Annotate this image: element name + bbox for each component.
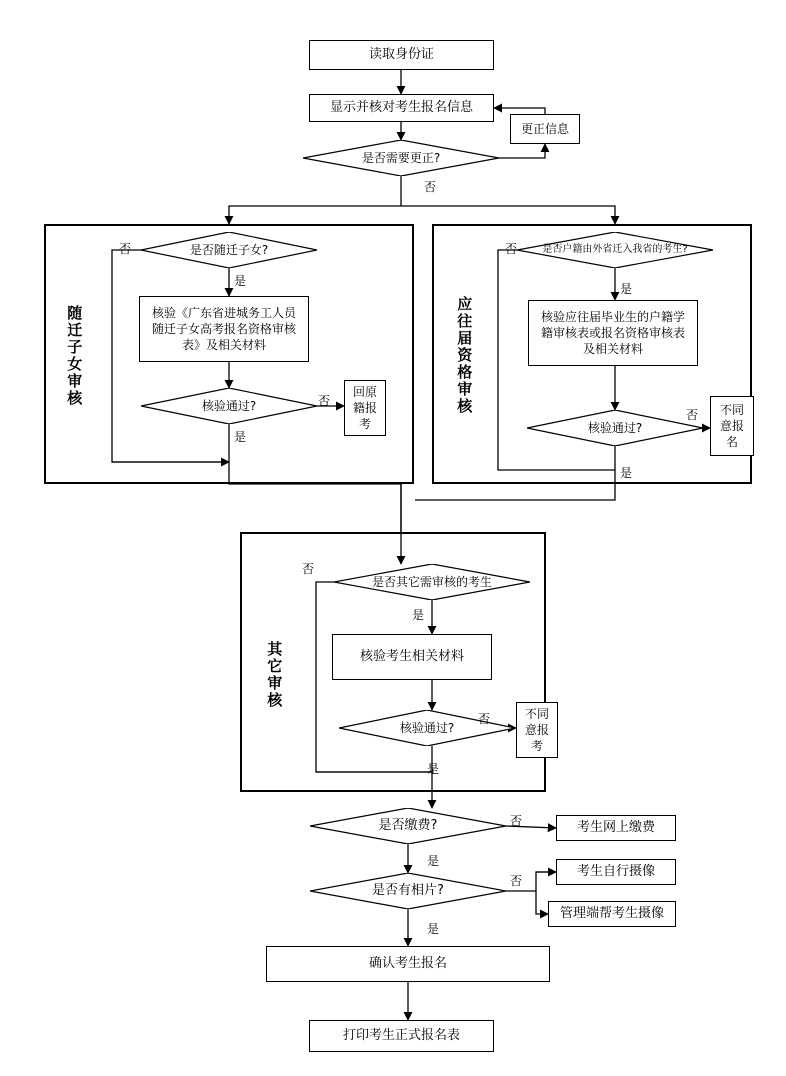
node-return-origin-exam-label: 回原籍报考 [352, 384, 377, 432]
edge-label-correction-no: 否 [424, 180, 437, 194]
node-other-verify-needed[interactable] [334, 564, 530, 600]
node-is-migrant-child[interactable] [141, 232, 317, 268]
edge-label-migrant-pass-yes: 是 [234, 430, 247, 444]
node-is-out-province-migrate-label: 是否户籍由外省迁入我省的考生? [542, 244, 688, 255]
node-admin-photo-label: 管理端帮考生摄像 [559, 906, 664, 922]
node-display-verify-info[interactable] [309, 94, 494, 122]
node-verify-graduate-docs[interactable] [528, 300, 698, 366]
node-disagree-register-1[interactable] [710, 396, 754, 456]
edge-label-province-no: 否 [505, 242, 518, 256]
node-print-form-label: 打印考生正式报名表 [342, 1028, 460, 1044]
node-self-photo[interactable] [556, 859, 676, 885]
node-correct-info-label: 更正信息 [520, 121, 569, 136]
node-disagree-register-2-label: 不同意报考 [524, 706, 549, 754]
node-other-verify-needed-label: 是否其它需审核的考生 [371, 574, 492, 589]
edge-label-photo-no: 否 [510, 874, 523, 888]
node-correct-info[interactable] [510, 114, 580, 144]
node-has-photo-label: 是否有相片? [372, 883, 444, 899]
edge-label-graduate-pass-yes: 是 [620, 466, 633, 480]
node-is-paid[interactable] [310, 808, 506, 844]
node-print-form[interactable] [309, 1020, 494, 1052]
node-migrant-verify-pass-label: 核验通过? [201, 398, 257, 413]
edge-label-photo-yes: 是 [427, 922, 440, 936]
node-verify-migrant-docs-label: 核验《广东省进城务工人员随迁子女高考报名资格审核表》及相关材料 [151, 305, 296, 353]
node-is-migrant-child-label: 是否随迁子女? [189, 242, 269, 257]
edge-label-other-need-no: 否 [302, 562, 315, 576]
edge-label-migrant-no: 否 [119, 242, 132, 256]
node-return-origin-exam[interactable] [344, 380, 386, 436]
node-is-out-province-migrate[interactable] [517, 232, 713, 268]
node-disagree-register-1-label: 不同意报名 [719, 402, 744, 450]
edge-label-pay-no: 否 [510, 814, 523, 828]
node-display-verify-info-label: 显示并核对考生报名信息 [329, 100, 473, 116]
node-has-photo[interactable] [310, 873, 506, 909]
edge-label-migrant-pass-no: 否 [318, 394, 331, 408]
node-is-paid-label: 是否缴费? [378, 818, 438, 834]
node-self-photo-label: 考生自行摄像 [576, 864, 655, 880]
node-verify-graduate-docs-label: 核验应往届毕业生的户籍学籍审核表或报名资格审核表及相关材料 [540, 309, 685, 357]
node-confirm-registration[interactable] [266, 946, 550, 982]
node-read-id-card[interactable] [309, 40, 494, 70]
edge-label-migrant-yes: 是 [234, 274, 247, 288]
node-other-verify-pass-label: 核验通过? [399, 720, 455, 735]
node-need-correction-label: 是否需要更正? [361, 150, 441, 165]
node-need-correction[interactable] [303, 140, 499, 176]
edge-label-other-pass-no: 否 [478, 712, 491, 726]
edge-label-province-yes: 是 [620, 282, 633, 296]
node-graduate-verify-pass[interactable] [527, 410, 703, 446]
group-migrant-children-label: 随迁子女审核 [65, 305, 84, 407]
node-disagree-register-2[interactable] [516, 702, 558, 758]
edge-label-other-pass-yes: 是 [427, 762, 440, 776]
node-confirm-registration-label: 确认考生报名 [368, 956, 447, 972]
node-online-payment-label: 考生网上缴费 [576, 820, 655, 836]
edge-label-graduate-pass-no: 否 [686, 408, 699, 422]
node-read-id-card-label: 读取身份证 [368, 47, 434, 63]
node-online-payment[interactable] [556, 815, 676, 841]
node-verify-other-docs[interactable] [332, 634, 492, 680]
group-other-review-label: 其它审核 [265, 641, 284, 709]
node-verify-migrant-docs[interactable] [139, 296, 309, 362]
group-graduate-status-label: 应往届资格审核 [455, 296, 474, 415]
node-admin-photo[interactable] [548, 901, 676, 927]
node-graduate-verify-pass-label: 核验通过? [587, 420, 643, 435]
node-verify-other-docs-label: 核验考生相关材料 [359, 649, 464, 665]
edge-label-pay-yes: 是 [427, 854, 440, 868]
edge-label-other-need-yes: 是 [412, 608, 425, 622]
node-migrant-verify-pass[interactable] [141, 388, 317, 424]
